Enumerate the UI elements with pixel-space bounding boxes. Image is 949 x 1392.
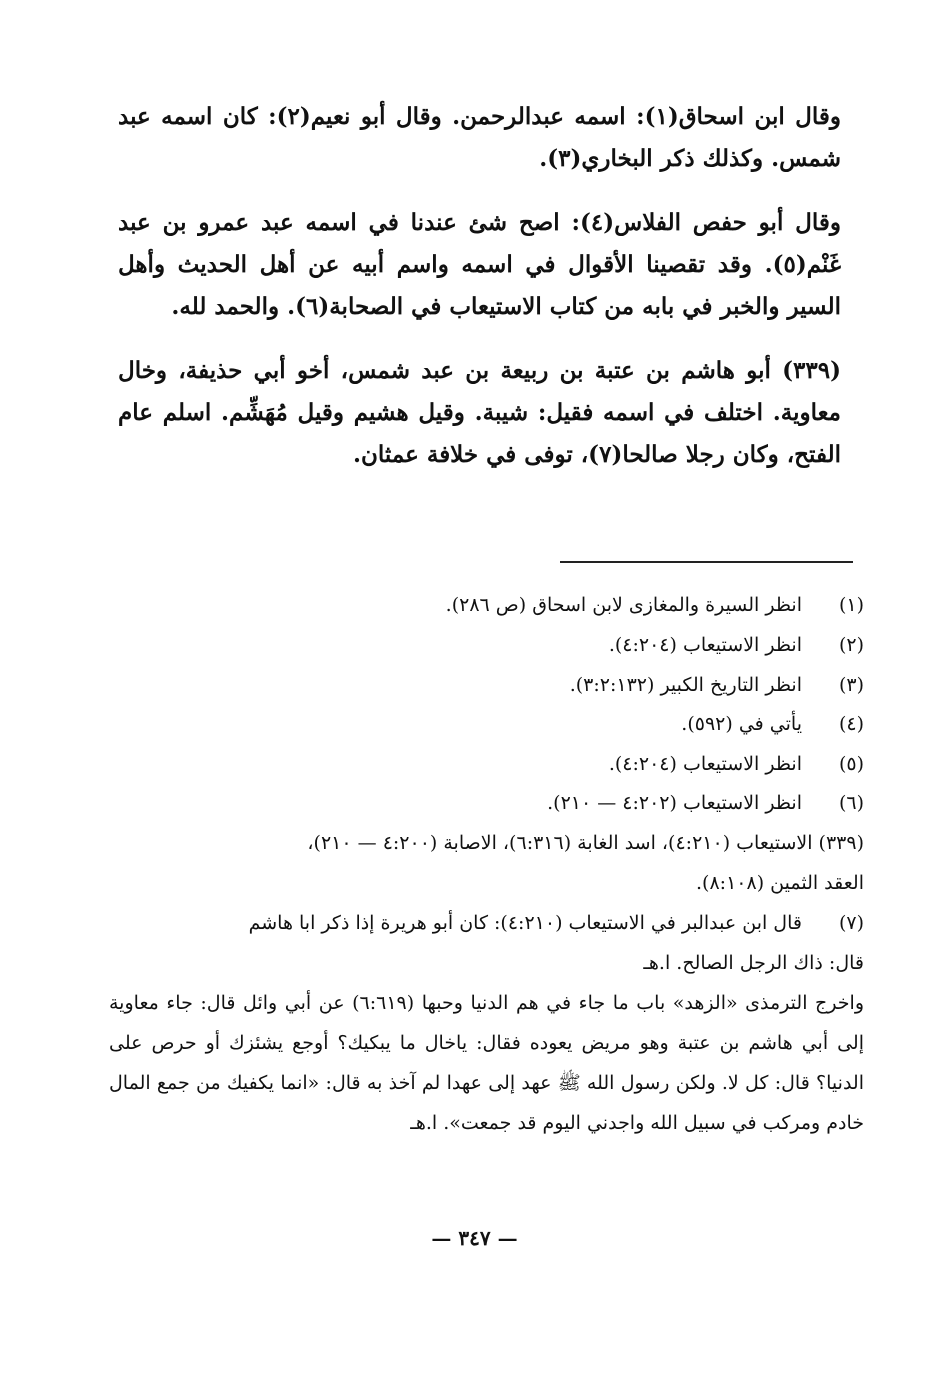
footnote-text: انظر التاريخ الكبير (٣:٢:١٣٢). [569,674,802,696]
footnote-7-paragraph: واخرج الترمذى «الزهد» باب ما جاء في هم الدنيا وحبها (٦:٦١٩) عن أبي وائل قال: جاء معاوية إلى أبي هاشم بن عتبة وهو مريض يعوده فقال: ياخال ما يبكيك؟ أوجع يشئزك أو حرص على الدنيا؟ قال: كل لا. ولكن رسول الله ﷺ عهد إلى عهدا لم آخذ به قال: «انما يكفيك من جمع المال خادم ومركب في سبيل الله واجدني اليوم قد جمعت». ا.هـ [109,992,864,1134]
footnote-number: (٧) [838,912,864,934]
paragraph-2: وقال أبو حفص الفلاس(٤): اصح شئ عندنا في اسمه عبد عمرو بن عبد غَنْم(٥). وقد تقصينا الأقوال في اسمه واسم أبيه عن أهل الحديث وأهل السير والخبر في بابه من كتاب الاستيعاب في الصحابة(٦). والحمد لله. [118,209,841,320]
footnote-number: (٦) [838,792,864,814]
footnote-5 [109,744,864,784]
footnote-3 [109,665,864,705]
footnote-6 [109,783,864,823]
footnote-text: انظر الاستيعاب (٤:٢٠٤). [608,634,802,656]
paragraph-1: وقال ابن اسحاق(١): اسمه عبدالرحمن. وقال أبو نعيم(٢): كان اسمه عبد شمس. وكذلك ذكر البخاري(٣). [118,103,841,172]
footnote-text: قال ابن عبدالبر في الاستيعاب (٤:٢١٠): كان أبو هريرة إذا ذكر ابا هاشم [248,912,802,934]
footnote-number: (٥) [838,753,864,775]
footnote-number: (١) [838,594,864,616]
footnote-4 [109,704,864,744]
paragraph-339: (٣٣٩) أبو هاشم بن عتبة بن ربيعة بن عبد شمس، أخو أبي حذيفة، وخال معاوية. اختلف في اسمه فقيل: شيبة. وقيل هشيم وقيل مُهَشِّم. اسلم عام الفتح، وكان رجلا صالحا(٧)، توفى في خلافة عمثان. [118,357,841,468]
footnote-number: (٢) [838,634,864,656]
footnote-number: (٣) [838,674,864,696]
footnote-339-line-2: العقد الثمين (٨:١٠٨). [696,872,864,894]
footnote-339-line-1: (٣٣٩) الاستيعاب (٤:٢١٠)، اسد الغابة (٦:٣١٦)، الاصابة (٤:٢٠٠ — ٢١٠)، [307,832,864,854]
footnote-text: انظر الاستيعاب (٤:٢٠٤). [608,753,802,775]
page-number: — ٣٤٧ — [431,1226,518,1250]
main-text [118,96,841,476]
footnote-1 [109,585,864,625]
footnote-text: انظر الاستيعاب (٤:٢٠٢ — ٢١٠). [547,792,802,814]
footnote-separator [560,561,853,563]
footnote-2 [109,625,864,665]
footnote-7 [109,903,864,943]
footnote-7-line-2: قال: ذاك الرجل الصالح. ا.هـ [643,952,864,974]
footnote-number: (٤) [838,713,864,735]
footnote-text: انظر السيرة والمغازى لابن اسحاق (ص ٢٨٦). [445,594,802,616]
footnote-text: يأتي في (٥٩٢). [681,713,802,735]
